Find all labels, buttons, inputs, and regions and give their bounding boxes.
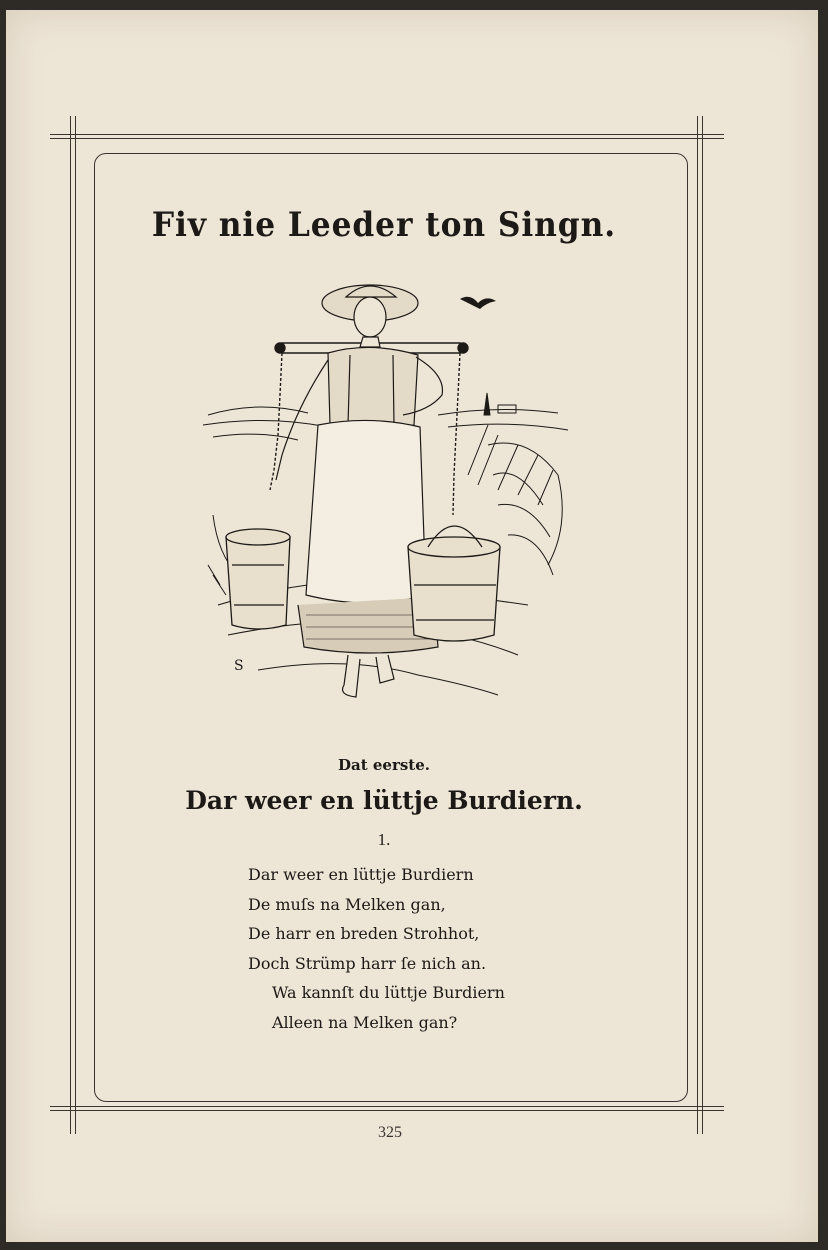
verse-line: De muſs na Melken gan, <box>248 894 446 914</box>
verse-line: Dar weer en lüttje Burdiern <box>248 865 474 884</box>
milkmaid-illustration <box>198 275 578 725</box>
frame-bottom-rule-inner <box>50 1106 724 1107</box>
verse-line: Wa kannſt du lüttje Burdiern <box>272 983 505 1002</box>
verse-line: Alleen na Melken gan? <box>272 1012 458 1032</box>
verse-number: 1. <box>377 830 391 849</box>
song-title: Dar weer en lüttje Burdiern. <box>185 786 583 815</box>
artist-signature: S <box>234 658 244 674</box>
song-number-label: Dat eerste. <box>337 756 430 774</box>
page-title: Fiv nie Leeder ton Singn. <box>151 205 617 245</box>
frame-top-rule-outer <box>50 134 724 135</box>
verse-block <box>248 860 608 1037</box>
frame-right-rule-outer <box>702 116 703 1134</box>
page-number: 325 <box>378 1124 402 1141</box>
verse-line: De harr en breden Strohhot, <box>248 924 480 943</box>
frame-right-rule-inner <box>697 116 698 1134</box>
frame-bottom-rule-outer <box>50 1110 724 1111</box>
frame-left-rule-outer <box>70 116 71 1134</box>
bird-icon <box>460 297 496 309</box>
verse-line: Doch Strümp harr ſe nich an. <box>248 953 487 973</box>
frame-top-rule-inner <box>50 138 724 139</box>
frame-left-rule-inner <box>75 116 76 1134</box>
